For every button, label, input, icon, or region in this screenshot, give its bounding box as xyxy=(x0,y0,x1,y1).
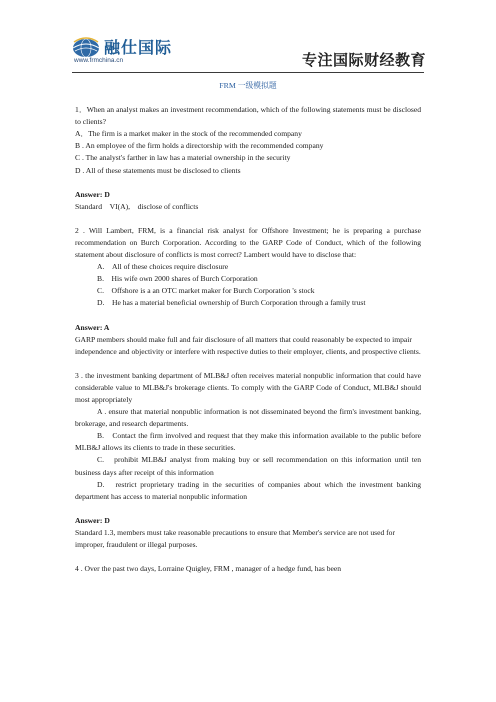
question-stem: 3 . the investment banking department of MLB&J often receives material nonpublic information that could have considerable value to MLB&J's brokerage clients. To comply with the GARP Code of Conduct, MLB&J should most appropriately xyxy=(75,370,421,404)
option-c: C . The analyst's farther in law has a material ownership in the security xyxy=(75,153,291,163)
globe-emblem-icon xyxy=(72,36,100,58)
question-1 xyxy=(75,104,421,213)
slogan: 专注国际财经教育 xyxy=(302,51,427,69)
question-3 xyxy=(75,370,421,551)
answer: Answer: D xyxy=(75,189,110,199)
logo-name: 融仕国际 xyxy=(104,38,173,57)
option-a: A. All of these choices require disclosure xyxy=(97,262,229,272)
option-d: D. He has a material beneficial ownership of Burch Corporation through a family trust xyxy=(97,298,366,308)
document-body xyxy=(75,80,421,575)
document-title: FRM 一级模拟题 xyxy=(219,81,277,90)
option-d: D . All of these statements must be disclosed to clients xyxy=(75,165,241,175)
answer: Answer: A xyxy=(75,322,110,332)
explanation: GARP members should make full and fair disclosure of all matters that could reasonably be expected to impair independence and objectivity or interfere with respective duties to their employer, clients, and prospective clients. xyxy=(75,334,421,356)
option-b: B. Contact the firm involved and request that they make this information available to the public before MLB&J allows its clients to trade in these securities. xyxy=(75,431,421,453)
header-divider xyxy=(72,72,424,73)
option-d: D. restrict proprietary trading in the securities of companies about which the investment banking department has access to material nonpublic information xyxy=(75,479,421,501)
explanation: Standard VI(A), disclose of conflicts xyxy=(75,201,199,211)
logo-url: www.frmchina.cn xyxy=(74,57,124,64)
option-a: A．The firm is a market maker in the stock of the recommended company xyxy=(75,129,302,139)
question-2 xyxy=(75,225,421,358)
question-stem: 4 . Over the past two days, Lorraine Quigley, FRM , manager of a hedge fund, has been xyxy=(75,564,342,574)
question-stem: 1．When an analyst makes an investment recommendation, which of the following statements must be disclosed to clients? xyxy=(75,105,421,127)
option-a: A . ensure that material nonpublic information is not disseminated beyond the firm's investment banking, brokerage, and research departments. xyxy=(75,407,421,429)
option-b: B . An employee of the firm holds a directorship with the recommended company xyxy=(75,141,324,151)
option-c: C. Offshore is a an OTC market maker for Burch Corporation 's stock xyxy=(97,286,315,296)
option-c: C. prohibit MLB&J analyst from making buy or sell recommendation on this information until ten business days after receipt of this information xyxy=(75,455,421,477)
page-header xyxy=(0,0,496,80)
question-4 xyxy=(75,563,421,575)
option-b: B. His wife own 2000 shares of Burch Corporation xyxy=(97,274,258,284)
answer: Answer: D xyxy=(75,515,110,525)
explanation: Standard 1.3, members must take reasonable precautions to ensure that Member's service are not used for improper, fraudulent or illegal purposes. xyxy=(75,527,395,549)
question-stem: 2 . Will Lambert, FRM, is a financial risk analyst for Offshore Investment; he is preparing a purchase recommendation on Burch Corporation. According to the GARP Code of Conduct, which of the following statement about disclosure of conflicts is most correct? Lambert would have to disclose that: xyxy=(75,225,421,260)
